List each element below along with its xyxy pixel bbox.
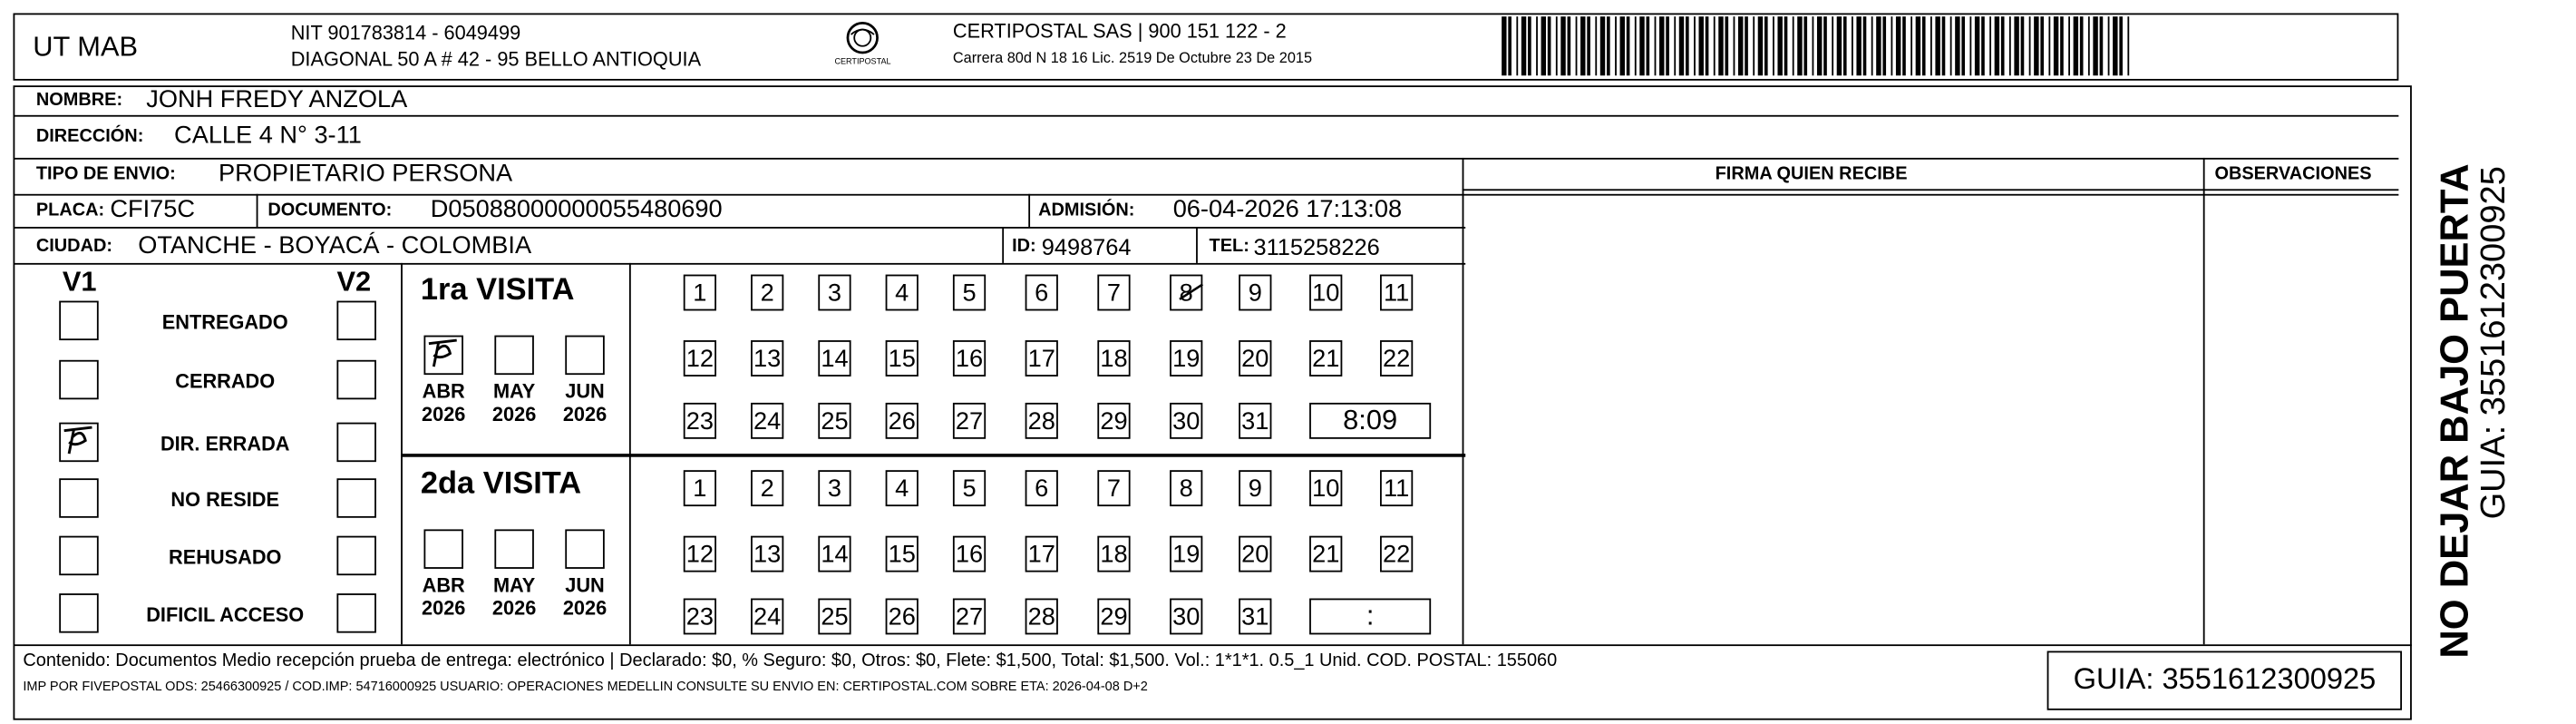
- v1-checkbox[interactable]: [59, 423, 98, 462]
- v1-checkbox[interactable]: [59, 301, 98, 340]
- first-visit-month-checkbox[interactable]: [423, 336, 462, 375]
- first-visit-day-cell[interactable]: 19: [1170, 340, 1202, 377]
- first-visit-day-cell[interactable]: 26: [886, 403, 919, 439]
- second-visit-day-cell[interactable]: 18: [1097, 536, 1130, 572]
- v1-checkbox[interactable]: [59, 360, 98, 399]
- first-visit-month-label: ABR: [422, 379, 465, 403]
- first-visit-day-cell[interactable]: 22: [1380, 340, 1413, 377]
- second-visit-day-cell[interactable]: 24: [751, 599, 783, 635]
- second-visit-day-cell[interactable]: 13: [751, 536, 783, 572]
- second-visit-day-cell[interactable]: 2: [751, 470, 783, 506]
- sender-name: UT MAB: [33, 31, 139, 63]
- second-visit-day-cell[interactable]: 1: [684, 470, 716, 506]
- side-warning: NO DEJAR BAJO PUERTA: [2433, 163, 2478, 659]
- first-visit-day-cell[interactable]: 5: [953, 275, 986, 311]
- ciudad-value: OTANCHE - BOYACÁ - COLOMBIA: [138, 231, 532, 260]
- first-visit-day-cell[interactable]: 25: [818, 403, 851, 439]
- v1-label: V1: [62, 266, 97, 298]
- second-visit-day-cell[interactable]: 5: [953, 470, 986, 506]
- side-panel: [2415, 99, 2562, 707]
- v1-checkbox[interactable]: [59, 593, 98, 632]
- second-visit-day-cell[interactable]: 17: [1026, 536, 1058, 572]
- first-visit-month-label: JUN: [565, 379, 605, 403]
- id-label: ID:: [1012, 236, 1036, 257]
- observaciones-area[interactable]: [2206, 191, 2395, 641]
- tel-value: 3115258226: [1253, 233, 1380, 260]
- first-visit-day-cell[interactable]: 11: [1380, 275, 1413, 311]
- admision-label: ADMISIÓN:: [1038, 201, 1135, 220]
- status-option-label: NO RESIDE: [170, 488, 280, 512]
- first-visit-day-cell[interactable]: 23: [684, 403, 716, 439]
- tipo-envio-value: PROPIETARIO PERSONA: [218, 159, 513, 188]
- first-visit-day-cell[interactable]: 28: [1026, 403, 1058, 439]
- placa-label: PLACA:: [35, 201, 105, 220]
- second-visit-year-label: 2026: [422, 596, 466, 621]
- second-visit-month-label: MAY: [492, 573, 536, 597]
- second-visit-day-cell[interactable]: 8: [1170, 470, 1202, 506]
- sender-address: DIAGONAL 50 A # 42 - 95 BELLO ANTIOQUIA: [290, 47, 702, 71]
- v2-label: V2: [336, 266, 372, 298]
- second-visit-month-label: JUN: [565, 573, 605, 597]
- second-visit-day-cell[interactable]: 29: [1097, 599, 1130, 635]
- side-guia: GUIA: 3551612300925: [2474, 166, 2513, 520]
- v2-checkbox[interactable]: [336, 593, 375, 632]
- second-visit-day-cell[interactable]: 26: [886, 599, 919, 635]
- first-visit-day-cell[interactable]: 3: [818, 275, 851, 311]
- footer-contenido: Contenido: Documentos Medio recepción prueba de entrega: electrónico | Declarado: $0, % Seguro: $0, Otros: $0, Flete: $1,500, Total: $1,500. Vol.: 1*1*1. 0.5_1 Unid. COD. POSTAL: 155060: [23, 651, 1558, 671]
- company-name: CERTIPOSTAL SAS | 900 151 122 - 2: [952, 19, 1287, 44]
- v1-checkbox[interactable]: [59, 478, 98, 517]
- status-option-label: DIR. ERRADA: [160, 432, 290, 455]
- second-visit-day-cell[interactable]: 11: [1380, 470, 1413, 506]
- second-visit-label: 2da VISITA: [420, 466, 582, 502]
- v2-checkbox[interactable]: [336, 423, 375, 462]
- tipo-envio-label: TIPO DE ENVIO:: [35, 164, 176, 184]
- first-visit-day-cell[interactable]: 8: [1170, 275, 1202, 311]
- second-visit-day-cell[interactable]: 25: [818, 599, 851, 635]
- v2-checkbox[interactable]: [336, 301, 375, 340]
- first-visit-day-cell[interactable]: 29: [1097, 403, 1130, 439]
- status-option-label: DIFICIL ACCESO: [146, 602, 305, 627]
- second-visit-day-cell[interactable]: 19: [1170, 536, 1202, 572]
- first-visit-day-cell[interactable]: 30: [1170, 403, 1202, 439]
- second-visit-month-label: ABR: [422, 573, 465, 597]
- sender-nit: NIT 901783814 - 6049499: [290, 21, 521, 44]
- first-visit-day-cell[interactable]: 9: [1239, 275, 1271, 311]
- ciudad-label: CIUDAD:: [35, 236, 113, 257]
- first-visit-day-cell[interactable]: 7: [1097, 275, 1130, 311]
- first-visit-year-label: 2026: [491, 402, 537, 426]
- observaciones-label: OBSERVACIONES: [2214, 164, 2372, 184]
- first-visit-month-label: MAY: [492, 379, 536, 403]
- status-option-label: REHUSADO: [169, 545, 282, 569]
- second-visit-month-checkbox[interactable]: [494, 529, 533, 568]
- first-visit-day-cell[interactable]: 31: [1239, 403, 1271, 439]
- second-visit-day-cell[interactable]: 14: [818, 536, 851, 572]
- status-option-label: CERRADO: [175, 369, 276, 394]
- second-visit-day-cell[interactable]: 16: [953, 536, 986, 572]
- second-visit-day-cell[interactable]: 10: [1309, 470, 1342, 506]
- barcode-icon: [1502, 16, 2134, 75]
- first-visit-day-cell[interactable]: 17: [1026, 340, 1058, 377]
- v2-checkbox[interactable]: [336, 478, 375, 517]
- first-visit-year-label: 2026: [562, 402, 608, 426]
- certipostal-logo-icon: [831, 20, 894, 76]
- first-visit-day-cell[interactable]: 4: [886, 275, 919, 311]
- first-visit-day-cell[interactable]: 14: [818, 340, 851, 377]
- first-visit-day-cell[interactable]: 27: [953, 403, 986, 439]
- first-visit-day-cell[interactable]: 13: [751, 340, 783, 377]
- second-visit-day-cell[interactable]: 12: [684, 536, 716, 572]
- second-visit-day-cell[interactable]: 20: [1239, 536, 1271, 572]
- nombre-value: JONH FREDY ANZOLA: [146, 85, 408, 114]
- first-visit-day-cell[interactable]: 1: [684, 275, 716, 311]
- company-license: Carrera 80d N 18 16 Lic. 2519 De Octubre 23 De 2015: [952, 49, 1313, 66]
- documento-label: DOCUMENTO:: [267, 201, 393, 220]
- first-visit-time-cell[interactable]: 8:09: [1309, 403, 1431, 439]
- first-visit-day-cell[interactable]: 18: [1097, 340, 1130, 377]
- first-visit-month-checkbox[interactable]: [494, 336, 533, 375]
- second-visit-day-cell[interactable]: 3: [818, 470, 851, 506]
- signature-area[interactable]: [1465, 191, 2200, 641]
- id-value: 9498764: [1041, 233, 1132, 260]
- admision-value: 06-04-2026 17:13:08: [1172, 195, 1403, 224]
- logo-text: CERTIPOSTAL: [834, 57, 891, 68]
- first-visit-year-label: 2026: [422, 402, 466, 426]
- first-visit-day-cell[interactable]: 15: [886, 340, 919, 377]
- second-visit-day-cell[interactable]: 30: [1170, 599, 1202, 635]
- second-visit-day-cell[interactable]: 23: [684, 599, 716, 635]
- first-visit-day-cell[interactable]: 24: [751, 403, 783, 439]
- documento-value: D05088000000055480690: [430, 195, 723, 224]
- nombre-label: NOMBRE:: [35, 90, 123, 111]
- direccion-value: CALLE 4 N° 3-11: [174, 122, 362, 150]
- v2-checkbox[interactable]: [336, 360, 375, 399]
- footer-guia: GUIA: 3551612300925: [2073, 662, 2377, 696]
- direccion-label: DIRECCIÓN:: [35, 126, 144, 147]
- second-visit-month-checkbox[interactable]: [565, 529, 604, 568]
- first-visit-day-cell[interactable]: 16: [953, 340, 986, 377]
- tel-label: TEL:: [1209, 236, 1249, 257]
- second-visit-time-cell[interactable]: :: [1309, 599, 1431, 635]
- firma-label: FIRMA QUIEN RECIBE: [1715, 164, 1908, 184]
- second-visit-year-label: 2026: [562, 596, 608, 621]
- first-visit-day-cell[interactable]: 12: [684, 340, 716, 377]
- v2-checkbox[interactable]: [336, 536, 375, 575]
- status-option-label: ENTREGADO: [161, 310, 288, 334]
- second-visit-day-cell[interactable]: 21: [1309, 536, 1342, 572]
- first-visit-day-cell[interactable]: 2: [751, 275, 783, 311]
- second-visit-day-cell[interactable]: 7: [1097, 470, 1130, 506]
- footer-imp: IMP POR FIVEPOSTAL ODS: 25466300925 / COD.IMP: 54716000925 USUARIO: OPERACIONES MEDELLIN CONSULTE SU ENVIO EN: CERTIPOSTAL.COM SOBRE ETA: 2026-04-08 D+2: [23, 679, 1148, 694]
- second-visit-day-cell[interactable]: 6: [1026, 470, 1058, 506]
- first-visit-day-cell[interactable]: 6: [1026, 275, 1058, 311]
- second-visit-day-cell[interactable]: 28: [1026, 599, 1058, 635]
- first-visit-month-checkbox[interactable]: [565, 336, 604, 375]
- second-visit-year-label: 2026: [491, 596, 537, 621]
- first-visit-day-cell[interactable]: 10: [1309, 275, 1342, 311]
- second-visit-day-cell[interactable]: 31: [1239, 599, 1271, 635]
- second-visit-day-cell[interactable]: 15: [886, 536, 919, 572]
- v1-checkbox[interactable]: [59, 536, 98, 575]
- second-visit-day-cell[interactable]: 4: [886, 470, 919, 506]
- second-visit-day-cell[interactable]: 9: [1239, 470, 1271, 506]
- first-visit-label: 1ra VISITA: [420, 272, 575, 308]
- placa-value: CFI75C: [110, 195, 196, 224]
- first-visit-day-cell[interactable]: 21: [1309, 340, 1342, 377]
- second-visit-day-cell[interactable]: 27: [953, 599, 986, 635]
- first-visit-day-cell[interactable]: 20: [1239, 340, 1271, 377]
- second-visit-day-cell[interactable]: 22: [1380, 536, 1413, 572]
- second-visit-month-checkbox[interactable]: [423, 529, 462, 568]
